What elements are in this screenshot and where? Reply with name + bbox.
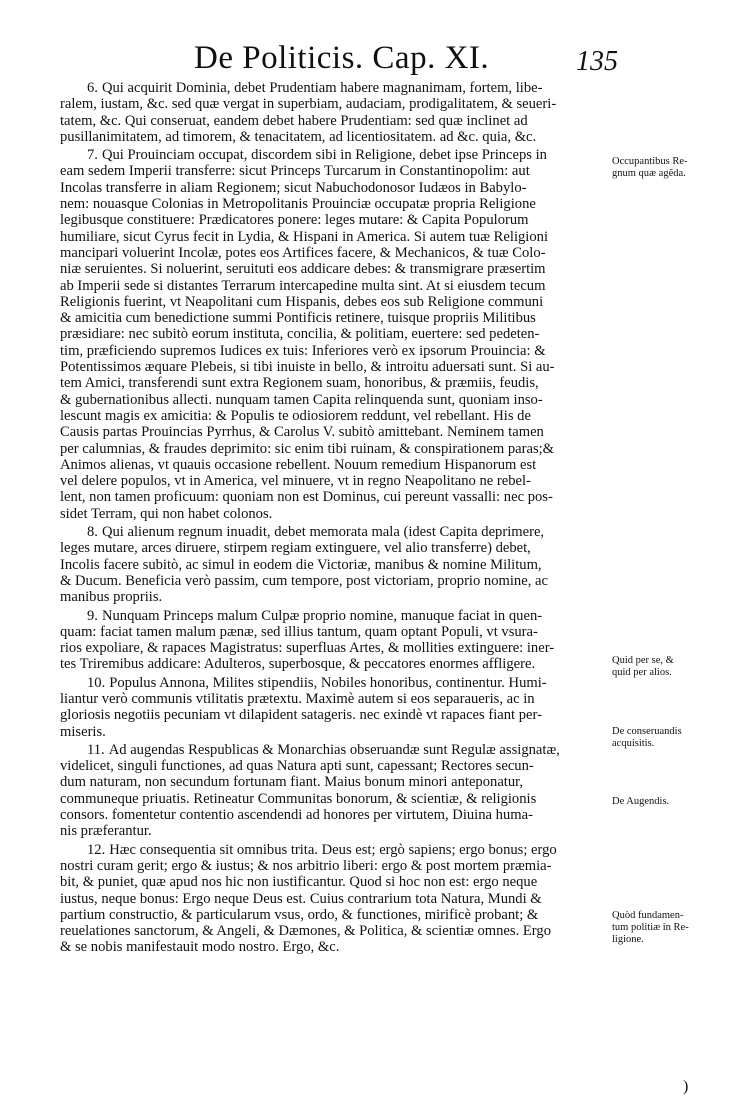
paragraph: [60, 524, 612, 605]
line-text: & amicitia cum benedictione summi Pontificis retinere, tuisque propriis Militibus: [60, 310, 536, 327]
text-line: [60, 129, 612, 145]
text-line: [60, 408, 612, 424]
line-text: videlicet, singuli functiones, ad quas Natura apti sunt, capessant; Rectores secun-: [60, 758, 534, 775]
line-text: lent, non tamen proficuum: quoniam non est Dominus, cui pereunt vassalli: nec pos-: [60, 489, 553, 506]
line-text: gloriosis negotiis pecuniam vt dilapident satageris. nec exindè vt rapaces fiant per-: [60, 707, 542, 724]
margin-note: [612, 156, 730, 180]
margin-note-line: Quòd fundamen-: [612, 910, 684, 921]
text-line: [60, 359, 612, 375]
text-line: [60, 180, 612, 196]
paragraph: [60, 80, 612, 145]
line-text: Qui alienum regnum inuadit, debet memorata mala (idest Capita deprimere,: [101, 524, 545, 541]
line-text: iustus, neque bonus: Ergo neque Deus est. Cuius contrarium tota Natura, Mundi &: [60, 890, 542, 907]
line-text: miseris.: [60, 723, 106, 740]
line-text: nem: nouasque Colonias in Metropolitanis Prouinciæ occupatæ propria Religione: [60, 196, 536, 213]
line-text: manibus propriis.: [60, 589, 163, 606]
text-line: [60, 424, 612, 440]
text-line: [60, 624, 612, 640]
line-text: leges mutare, arces diruere, stirpem regiam extinguere, vel alio transferre) debet,: [60, 540, 531, 557]
text-line: [60, 823, 612, 839]
line-text: Incolas transferre in aliam Regionem; sicut Nabuchodonosor Iudæos in Babylo-: [60, 179, 527, 196]
text-line: [60, 907, 612, 923]
margin-note-line: acquisitis.: [612, 738, 655, 749]
text-line: [60, 147, 612, 163]
text-line: [60, 842, 612, 858]
line-text: pusillanimitatem, ad timorem, & tenacitatem, ad licentiositatem. ad &c. quia, &c.: [60, 128, 537, 145]
text-line: [60, 96, 612, 112]
text-line: [60, 791, 612, 807]
text-line: [60, 858, 612, 874]
text-line: [60, 392, 612, 408]
line-text: per calumnias, & fraudes deprimito: sic enim tibi ruinam, & conspirationem paras;&: [60, 440, 555, 457]
text-line: [60, 874, 612, 890]
line-text: bit, & puniet, quæ apud nos hic non iustificantur. Quod si hoc non est: ergo neque: [60, 874, 538, 891]
text-line: [60, 724, 612, 740]
text-line: [60, 939, 612, 955]
line-text: nis præferantur.: [60, 823, 152, 840]
margin-note-line: Quid per se, &: [612, 655, 674, 666]
stray-mark: ): [683, 1078, 689, 1095]
line-text: consors. fomentetur contentio ascendendi ad honores per virtutem, Diuina huma-: [60, 807, 533, 824]
line-text: nostri curam gerit; ergo & iustus; & nos arbitrio liberi: ergo & post mortem præmia-: [60, 857, 552, 874]
line-text: Religionis fuerint, vt Neapolitani cum Hispanis, debes eos sub Religione communi: [60, 293, 544, 310]
line-text: sidet Terram, qui non habet colonos.: [60, 505, 273, 522]
paragraph-number: 7.: [87, 147, 98, 164]
margin-note-line: tum politiæ in Re-: [612, 922, 689, 933]
text-line: [60, 691, 612, 707]
line-text: & gubernationibus allecti. nunquam tamen Capita relinquenda sunt, quoniam inso-: [60, 391, 543, 408]
text-line: [60, 656, 612, 672]
line-text: Incolis facere subitò, ac simul in eodem die Victoriæ, manibus & nomine Militum,: [60, 556, 542, 573]
running-title: De Politicis. Cap. XI.: [194, 40, 490, 76]
line-text: legibusque constituere: Prædicatores ponere: leges mutare: & Capita Populorum: [60, 212, 529, 229]
text-line: [60, 229, 612, 245]
line-text: Qui Prouinciam occupat, discordem sibi in Religione, debet ipse Princeps in: [101, 147, 547, 164]
line-text: præsidiare: nec subitò eorum instituta, concilia, & politiam, euertere: sed pedeten-: [60, 326, 540, 343]
line-text: Nunquam Princeps malum Culpæ proprio nomine, manuque faciat in quen-: [101, 607, 543, 624]
text-line: [60, 608, 612, 624]
line-text: ralem, iustam, &c. sed quæ vergat in superbiam, audaciam, prodigalitatem, & seueri-: [60, 96, 557, 113]
line-text: Ad augendas Respublicas & Monarchias obseruandæ sunt Regulæ assignatæ,: [108, 741, 560, 758]
text-line: [60, 294, 612, 310]
paragraph-number: 8.: [87, 524, 98, 541]
text-line: [60, 375, 612, 391]
margin-note: [612, 655, 730, 679]
line-text: reuelationes sanctorum, & Angeli, & Dæmones, & Politica, & scientiæ omnes. Ergo: [60, 923, 551, 940]
text-line: [60, 212, 612, 228]
text-line: [60, 557, 612, 573]
line-text: tem Amici, transferendi sunt extra Regionem suam, honoribus, & præmiis, feudis,: [60, 375, 539, 392]
text-line: [60, 524, 612, 540]
line-text: vel delere populos, vt in America, vel minuere, vt in regno Neapolitano ne rebel-: [60, 473, 531, 490]
line-text: tatem, &c. Qui conseruat, eandem debet habere Prudentiam: sed quæ inclinet ad: [60, 112, 528, 129]
text-line: [60, 261, 612, 277]
text-line: [60, 489, 612, 505]
line-text: humiliare, sicut Cyrus fecit in Lydia, & Hispani in America. Si autem tuæ Religioni: [60, 228, 549, 245]
line-text: & Ducum. Beneficia verò passim, cum tempore, post victoriam, proprio nomine, ac: [60, 572, 548, 589]
main-text: [60, 80, 612, 958]
margin-note-line: De conseruandis: [612, 726, 682, 737]
line-text: rios expoliare, & rapaces Magistratus: superfluas Artes, & mollities extinguere: iner-: [60, 640, 555, 657]
margin-note: [612, 910, 730, 946]
line-text: quam: faciat tamen malum pænæ, sed illius tantum, quam optant Populi, vt vsura-: [60, 623, 538, 640]
text-line: [60, 891, 612, 907]
line-text: mancipari voluerint Incolæ, potes eos Artifices facere, & Mechanicos, & tuæ Colo-: [60, 244, 546, 261]
line-text: partium constructio, & particularum vsus, ordo, & functiones, mirificè probant; &: [60, 906, 539, 923]
margin-note-line: ligione.: [612, 934, 644, 945]
margin-note: [612, 726, 730, 750]
line-text: tes Triremibus addicare: Adulteros, superbosque, & peccatores enormes affligere.: [60, 656, 536, 673]
text-line: [60, 707, 612, 723]
text-line: [60, 473, 612, 489]
margin-note-line: quid per alios.: [612, 667, 672, 678]
text-line: [60, 807, 612, 823]
paragraph: [60, 608, 612, 673]
text-line: [60, 589, 612, 605]
text-line: [60, 163, 612, 179]
line-text: ab Imperii sede si distantes Terrarum intercapedine multa sint. At si eiusdem tecum: [60, 277, 546, 294]
text-line: [60, 278, 612, 294]
text-line: [60, 80, 612, 96]
text-line: [60, 573, 612, 589]
margin-note-line: De Augendis.: [612, 796, 670, 807]
line-text: communeque priuatis. Retineatur Communitas bonorum, & scientiæ, & religionis: [60, 790, 537, 807]
line-text: Qui acquirit Dominia, debet Prudentiam habere magnanimam, fortem, libe-: [101, 80, 543, 96]
text-line: [60, 196, 612, 212]
text-line: [60, 441, 612, 457]
paragraph-number: 6.: [87, 80, 98, 96]
text-line: [60, 310, 612, 326]
paragraph-number: 12.: [87, 841, 106, 858]
text-line: [60, 457, 612, 473]
line-text: Animos alienas, vt quauis occasione rebellent. Nouum remedium Hispanorum est: [60, 456, 537, 473]
line-text: & se nobis manifestauit modo nostro. Ergo, &c.: [60, 939, 340, 956]
margin-note: [612, 796, 730, 808]
line-text: lescunt magis ex amicitia: & Populis te odiosiorem reddunt, vel rebellant. His de: [60, 407, 531, 424]
margin-note-line: gnum quæ agẽda.: [612, 168, 686, 179]
text-line: [60, 506, 612, 522]
page-number: 135: [576, 46, 618, 77]
line-text: tim, præficiendo supremos Iudices ex tuis: Inferiores verò ex ipsorum Prouincia: &: [60, 342, 546, 359]
paragraph-number: 11.: [87, 741, 105, 758]
text-line: [60, 245, 612, 261]
line-text: dum naturam, non secundum fortunam fiant. Maius bonum minori anteponatur,: [60, 774, 524, 791]
paragraph: [60, 675, 612, 740]
text-line: [60, 540, 612, 556]
margin-note-line: Occupantibus Re-: [612, 156, 688, 167]
text-line: [60, 742, 612, 758]
paragraph: [60, 742, 612, 840]
line-text: liantur verò communis vtilitatis prætextu. Maximè autem si eos separaueris, ac in: [60, 690, 535, 707]
paragraph: [60, 147, 612, 522]
line-text: Causis partas Prouincias Pyrrhus, & Carolus V. subitò amittebant. Neminem tamen: [60, 424, 544, 441]
text-line: [60, 326, 612, 342]
paragraph-number: 10.: [87, 674, 106, 691]
text-line: [60, 640, 612, 656]
text-line: [60, 113, 612, 129]
text-line: [60, 758, 612, 774]
text-line: [60, 923, 612, 939]
text-line: [60, 343, 612, 359]
text-line: [60, 774, 612, 790]
line-text: Potentissimos æquare Plebeis, si tibi inuiste in bello, & introitu aduersati sunt. Si au-: [60, 359, 555, 376]
paragraph: [60, 842, 612, 956]
line-text: Populus Annona, Milites stipendiis, Nobiles honoribus, continentur. Humi-: [109, 674, 547, 691]
line-text: eam sedem Imperii transferre: sicut Princeps Turcarum in Constantinopolim: aut: [60, 163, 530, 180]
line-text: Hæc consequentia sit omnibus trita. Deus est; ergò sapiens; ergo bonus; ergo: [109, 841, 557, 858]
text-line: [60, 675, 612, 691]
paragraph-number: 9.: [87, 607, 98, 624]
line-text: niæ seruientes. Si noluerint, seruituti eos addicare debes: & transmigrare præsertim: [60, 261, 546, 278]
